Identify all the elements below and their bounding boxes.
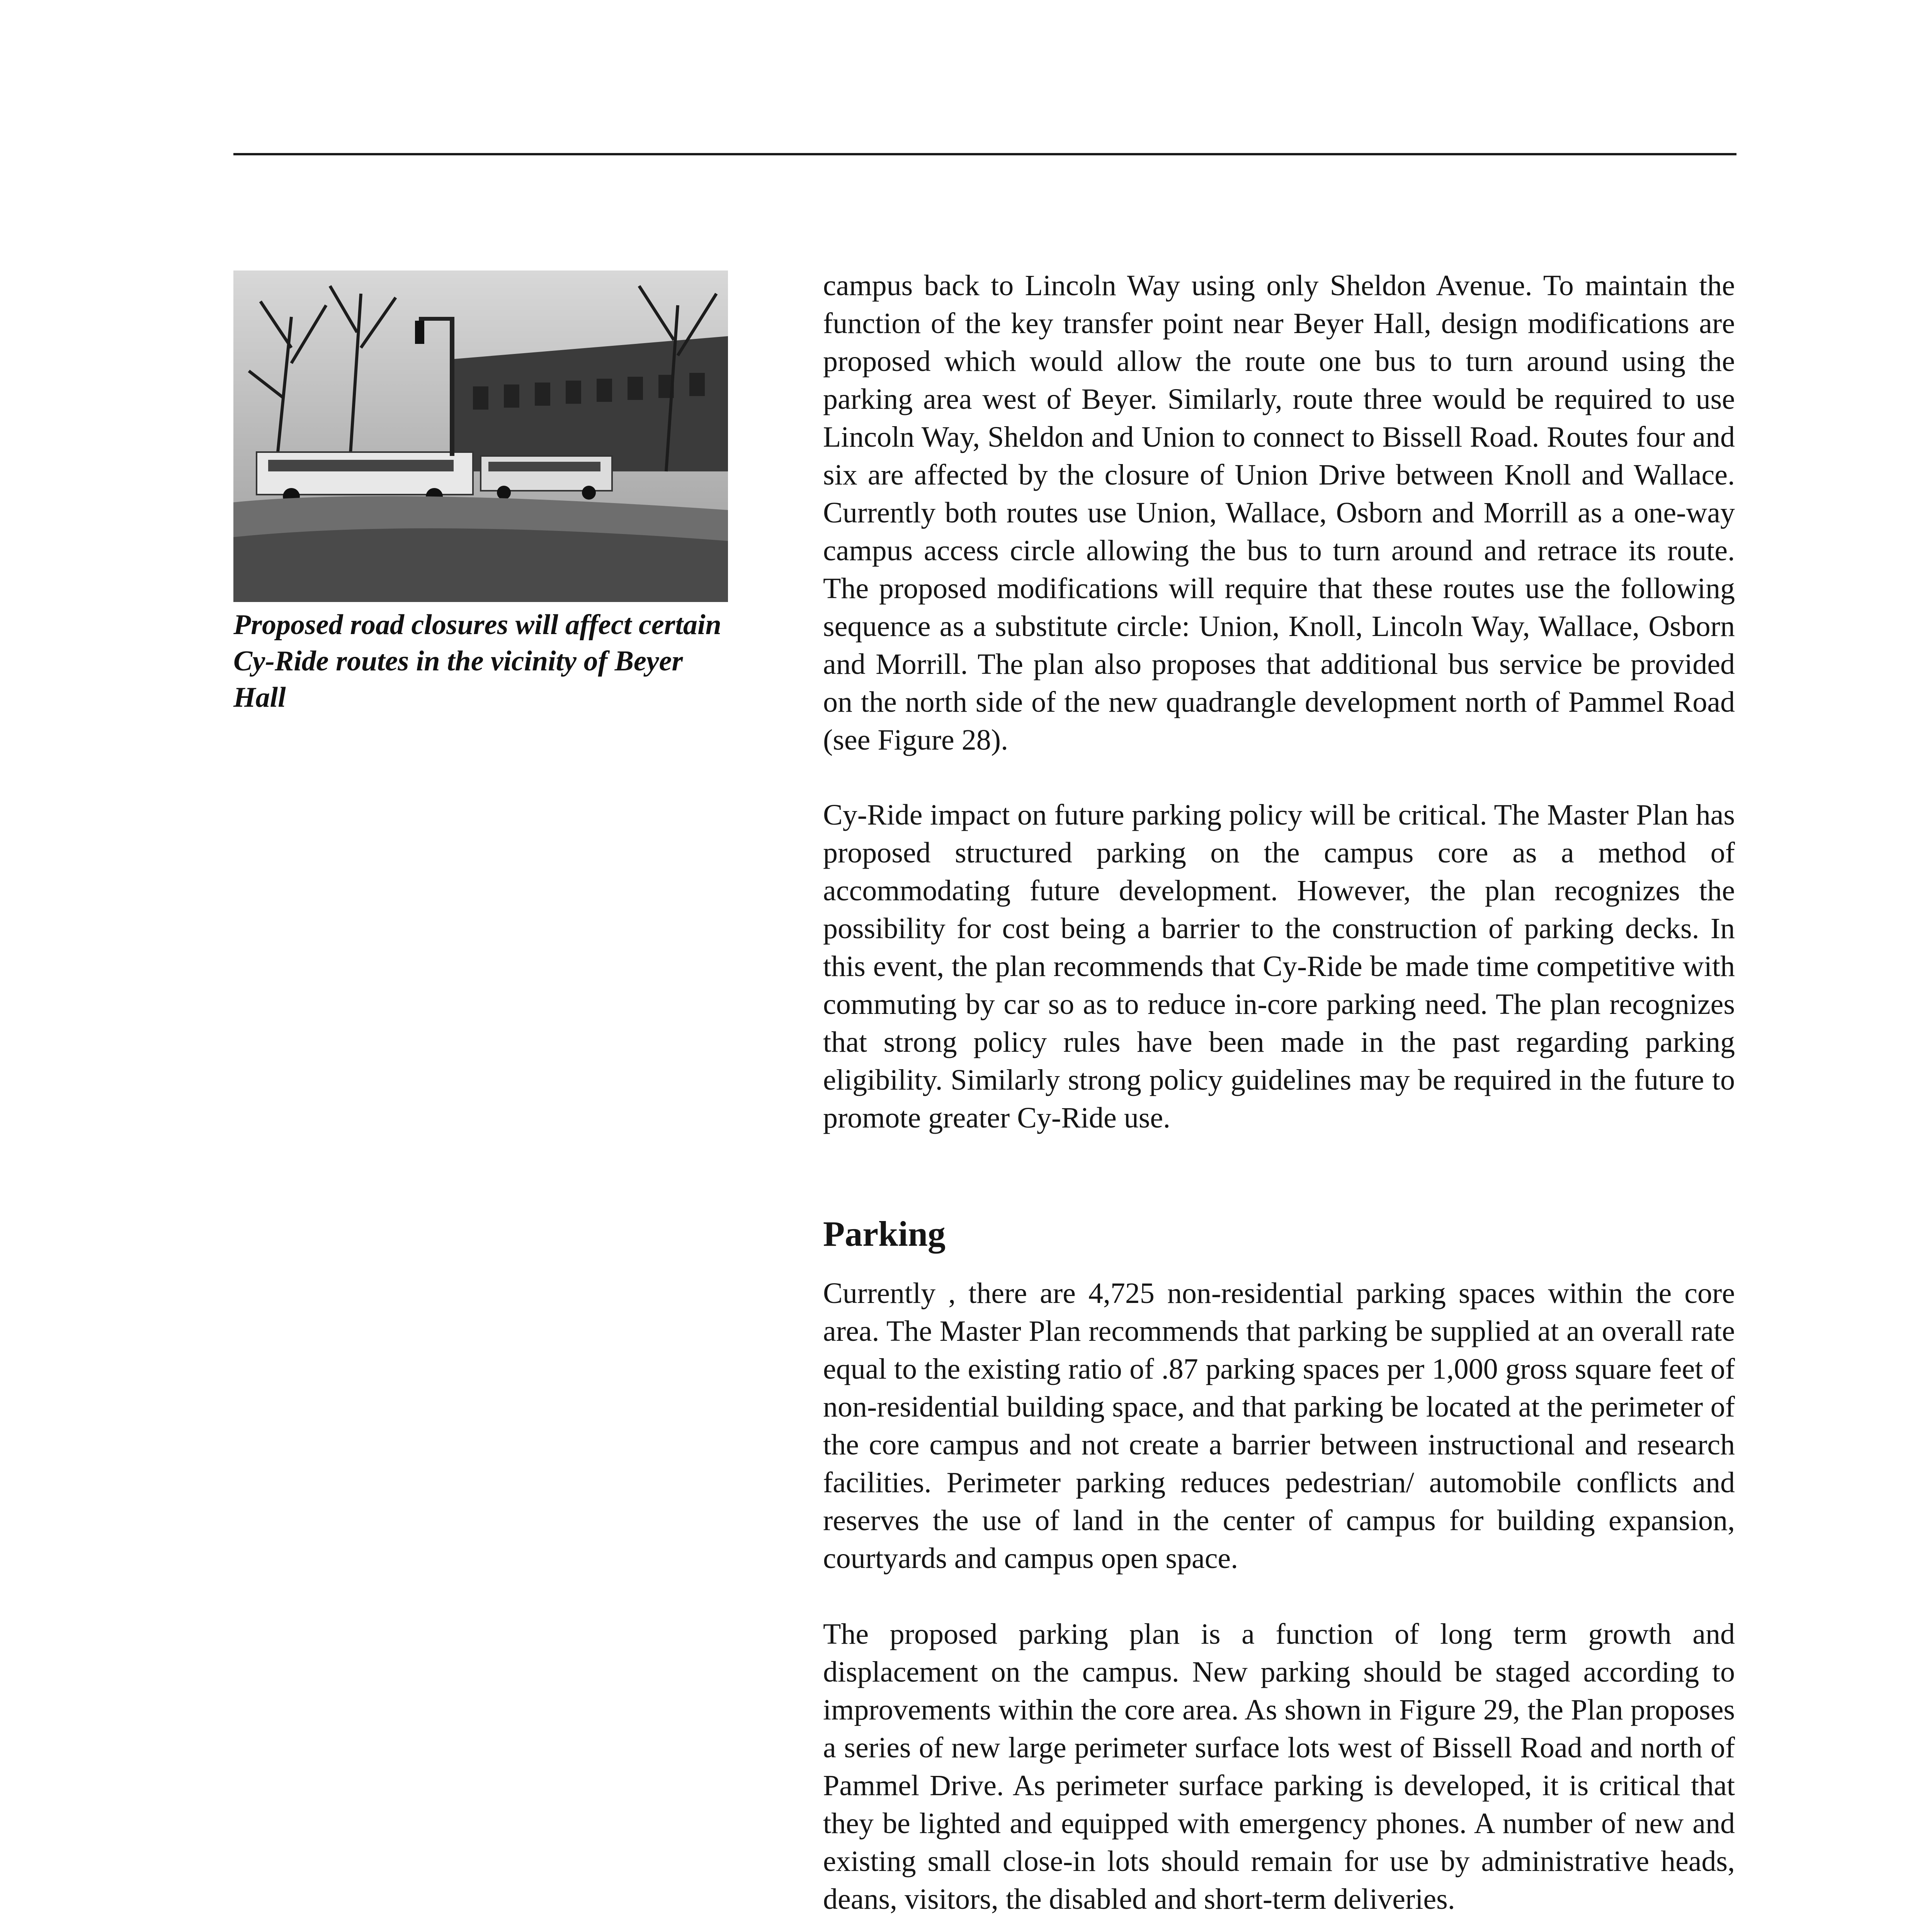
beyer-hall-photo bbox=[233, 270, 728, 602]
paragraph-parking-supply: Currently , there are 4,725 non-residential parking spaces within the core area. The Master Plan recommends that parking be supplied at an overall rate equal to the existing ratio of .87 parking spaces per 1,000 gross square feet of non-residential building space, and that parking be located at the perimeter of the core campus and not create a barrier between instructional and research facilities. Perimeter parking reduces pedestrian/ automobile conflicts and reserves the use of land in the center of campus for building expansion, courtyards and campus open space. bbox=[823, 1277, 1735, 1575]
paragraph-cy-ride-routes: campus back to Lincoln Way using only Sheldon Avenue. To maintain the function of the key transfer point near Beyer Hall, design modifications are proposed which would allow the route one bus to turn around using the parking area west of Beyer. Similarly, route three would be required to use Lincoln Way, Sheldon and Union to connect to Bissell Road. Routes four and six are affected by the closure of Union Drive between Knoll and Wallace. Currently both routes use Union, Wallace, Osborn and Morrill as a one-way campus access circle allowing the bus to turn around and retrace its route. The proposed modifications will require that these routes use the following sequence as a substitute circle: Union, Knoll, Lincoln Way, Wallace, Osborn and Morrill. The plan also proposes that additional bus service be provided on the north side of the new quadrangle development north of Pammel Road (see Figure 28). bbox=[823, 269, 1735, 756]
beyer-hall-photo-image bbox=[233, 270, 728, 602]
paragraph-parking-plan: The proposed parking plan is a function of long term growth and displacement on the campus. New parking should be staged according to improvements within the core area. As shown in Figure 29, the Plan proposes a series of new large perimeter surface lots west of Bissell Road and north of Pammel Drive. As perimeter surface parking is developed, it is critical that they be lighted and equipped with emergency phones. A number of new and existing small close-in lots should remain for use by administrative heads, deans, visitors, the disabled and short-term deliveries. bbox=[823, 1618, 1735, 1915]
top-rule bbox=[233, 153, 1736, 155]
photo-caption: Proposed road closures will affect certain Cy-Ride routes in the vicinity of Beyer Hall bbox=[233, 609, 721, 713]
main-text-column bbox=[823, 267, 1735, 1932]
section-heading-parking: Parking bbox=[823, 1214, 946, 1253]
paragraph-cy-ride-parking-policy: Cy-Ride impact on future parking policy will be critical. The Master Plan has proposed structured parking on the campus core as a method of accommodating future development. However, the plan recognizes the possibility for cost being a barrier to the construction of parking decks. In this event, the plan recommends that Cy-Ride be made time competitive with commuting by car so as to reduce in-core parking need. The plan recognizes that strong policy rules have been made in the past regarding parking eligibility. Similarly strong policy guidelines may be required in the future to promote greater Cy-Ride use. bbox=[823, 799, 1735, 1134]
